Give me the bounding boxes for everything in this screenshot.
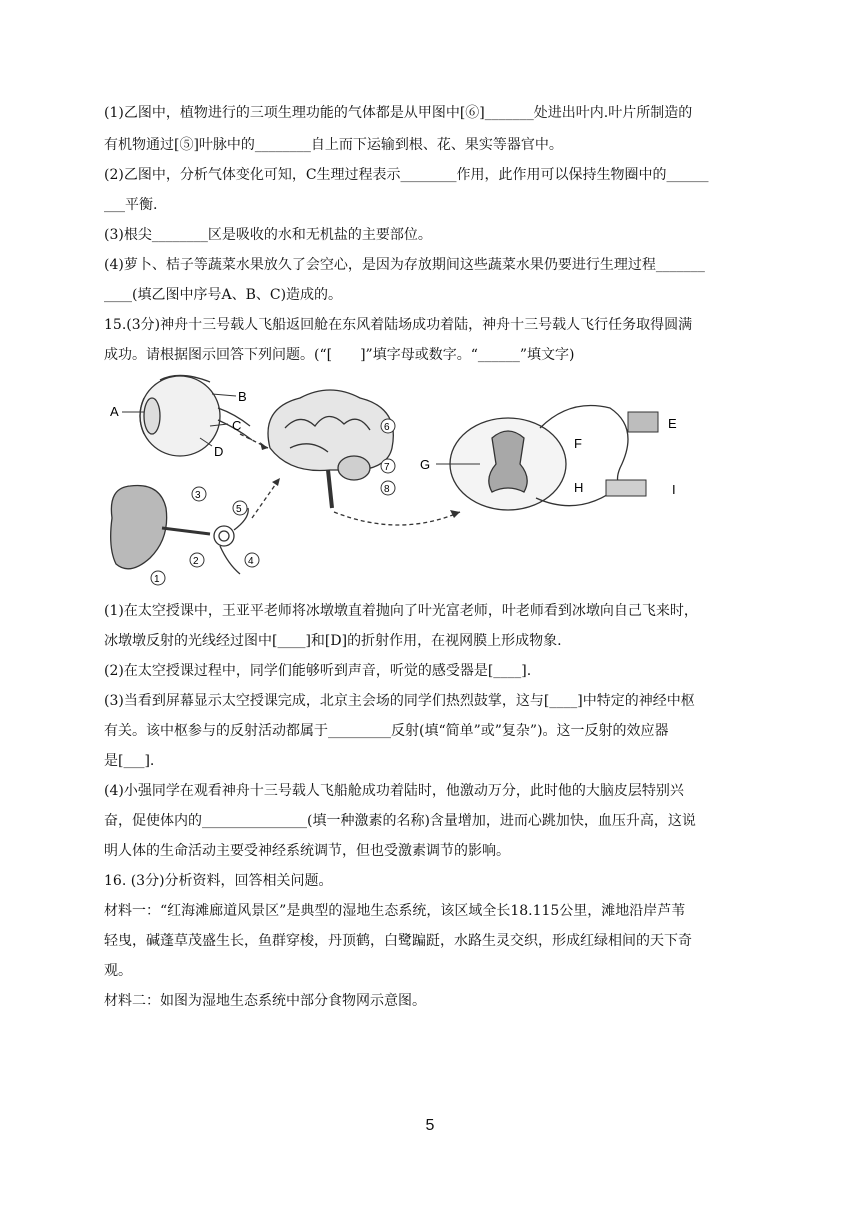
effector-I-shape (606, 480, 646, 496)
label-C: C (232, 418, 242, 433)
receptor-E-shape (628, 412, 658, 432)
label-4: 4 (248, 556, 254, 567)
text-line: 轻曳，碱蓬草茂盛生长，鱼群穿梭，丹顶鹤，白鹭蹁跹，水路生灵交织，形成红绿相间的天下奇 (104, 933, 692, 949)
label-1: 1 (154, 574, 160, 585)
text-line: (2)乙图中，分析气体变化可知，C生理过程表示________作用，此作用可以保持生物圈中的______ (104, 167, 709, 183)
text-line: (4)小强同学在观看神舟十三号载人飞船舱成功着陆时，他激动万分，此时他的大脑皮层特别兴 (104, 783, 684, 799)
text-line: 是[___]. (104, 753, 155, 769)
text-line: 明人体的生命活动主要受神经系统调节，但也受激素调节的影响。 (104, 843, 510, 859)
text-line: 材料二：如图为湿地生态系统中部分食物网示意图。 (104, 993, 426, 1009)
eye-diagram (140, 375, 252, 456)
label-E: E (668, 416, 677, 431)
label-H: H (574, 480, 584, 495)
label-D: D (214, 444, 224, 459)
text-line: 奋，促使体内的_______________(填一种激素的名称)含量增加，进而心跳加快，血压升高，这说 (104, 813, 696, 829)
brain-diagram (268, 390, 393, 508)
text-line: 成功。请根据图示回答下列问题。(“[ ]”填字母或数字。“______”填文字) (104, 347, 575, 363)
label-A: A (110, 404, 119, 419)
question-15-title: 15.(3分)神舟十三号载人飞船返回舱在东风着陆场成功着陆，神舟十三号载人飞行任务取得圆满 (104, 317, 693, 333)
label-I: I (672, 482, 676, 497)
label-B: B (238, 389, 247, 404)
text-line: (3)当看到屏幕显示太空授课完成，北京主会场的同学们热烈鼓掌，这与[____]中特定的神经中枢 (104, 693, 695, 709)
text-line: (1)乙图中，植物进行的三项生理功能的气体都是从甲图中[⑥]_______处进出叶内.叶片所制造的 (104, 105, 693, 121)
label-3: 3 (195, 490, 201, 501)
label-8: 8 (384, 484, 390, 495)
question-16-title: 16. (3分)分析资料，回答相关问题。 (104, 873, 333, 889)
text-line: 有关。该中枢参与的反射活动都属于_________反射(填“简单”或”复杂”)。这一反射的效应器 (104, 723, 669, 739)
text-line: ____(填乙图中序号A、B、C)造成的。 (104, 287, 343, 303)
label-7: 7 (384, 462, 390, 473)
label-5: 5 (236, 504, 242, 515)
ear-diagram (111, 485, 249, 574)
label-2: 2 (193, 556, 199, 567)
text-line: (2)在太空授课过程中，同学们能够听到声音，听觉的感受器是[____]. (104, 663, 532, 679)
text-line: (1)在太空授课中，王亚平老师将冰墩墩直着抛向了叶光富老师，叶老师看到冰墩向自己飞来时， (104, 603, 698, 619)
text-line: ___平衡. (104, 197, 158, 213)
page-number: 5 (425, 1117, 435, 1134)
label-G: G (420, 457, 431, 472)
nervous-system-figure (100, 368, 700, 590)
label-6: 6 (384, 422, 390, 433)
text-line: 材料一：“红海滩廊道风景区”是典型的湿地生态系统，该区域全长18.115公里，滩地沿岸芦苇 (104, 903, 686, 919)
text-line: 有机物通过[⑤]叶脉中的________自上而下运输到根、花、果实等器官中。 (104, 137, 563, 153)
label-F: F (574, 436, 582, 451)
text-line: 冰墩墩反射的光线经过图中[____]和[D]的折射作用，在视网膜上形成物象. (104, 633, 562, 649)
text-line: (4)萝卜、桔子等蔬菜水果放久了会空心，是因为存放期间这些蔬菜水果仍要进行生理过程_______ (104, 257, 705, 273)
text-line: (3)根尖________区是吸收的水和无机盐的主要部位。 (104, 227, 432, 243)
text-line: 观。 (104, 963, 132, 979)
